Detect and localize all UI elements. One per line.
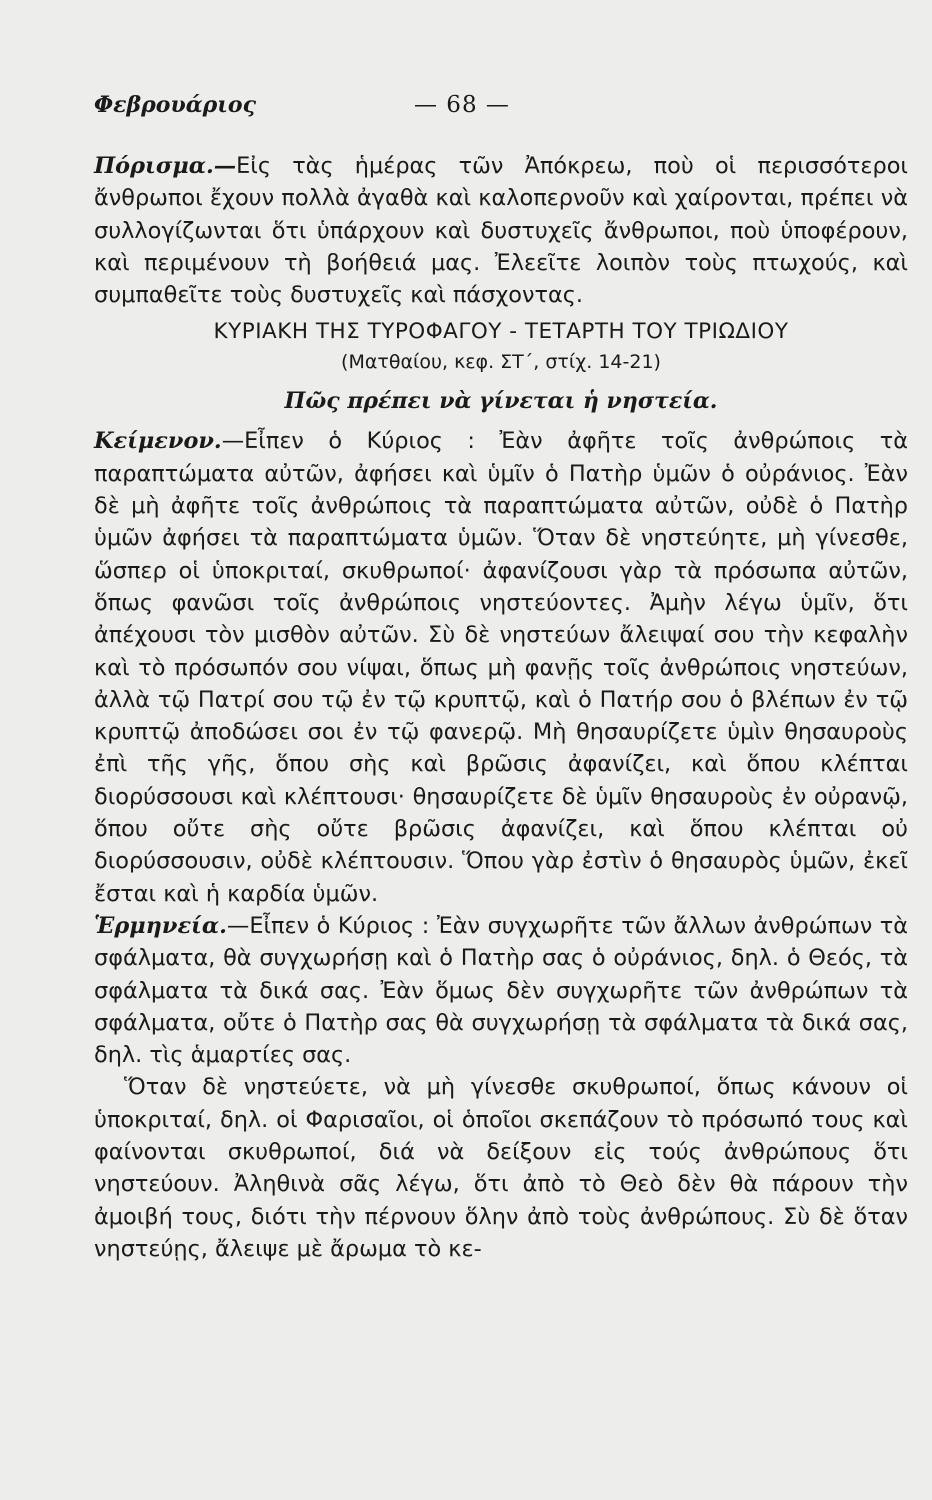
porisma-paragraph [94, 150, 908, 311]
porisma-label: Πόρισμα.— [94, 153, 237, 179]
ermineia-label: Ἑρμηνεία. [94, 912, 227, 939]
keimenon-label: Κείμενον. [94, 428, 222, 455]
scripture-reference: (Ματθαίου, κεφ. ΣΤ΄, στίχ. 14-21) [341, 351, 661, 374]
keimenon-paragraph [94, 425, 908, 909]
page-header [94, 92, 908, 132]
page-number: — 68 — [414, 92, 510, 118]
ermineia-paragraph [94, 910, 908, 1071]
keimenon-text: —Εἶπεν ὁ Κύριος : Ἐὰν ἀφῆτε τοῖς ἀνθρώποις τὰ παραπτώματα αὐτῶν, ἀφήσει καὶ ὑμῖν ὁ Πατὴρ ὑμῶν ὁ οὐράνιος. Ἐὰν δὲ μὴ ἀφῆτε τοῖς ἀνθρώποις τὰ παραπτώματα αὐτῶν, οὐδὲ ὁ Πατὴρ ὑμῶν ἀφήσει τὰ παραπτώματα ὑμῶν. Ὅταν δὲ νηστεύητε, μὴ γίνεσθε, ὥσπερ οἱ ὑποκριταί, σκυθρωποί· ἀφανίζουσι γὰρ τὰ πρόσωπα αὐτῶν, ὅπως φανῶσι τοῖς ἀνθρώποις νηστεύοντες. Ἀμὴν λέγω ὑμῖν, ὅτι ἀπέχουσι τὸν μισθὸν αὐτῶν. Σὺ δὲ νηστεύων ἄλειψαί σου τὴν κεφαλὴν καὶ τὸ πρόσωπόν σου νίψαι, ὅπως μὴ φανῇς τοῖς ἀνθρώποις νηστεύων, ἀλλὰ τῷ Πατρί σου τῷ ἐν τῷ κρυπτῷ, καὶ ὁ Πατήρ σου ὁ βλέπων ἐν τῷ κρυπτῷ ἀποδώσει σοι ἐν τῷ φανερῷ. Μὴ θησαυρίζετε ὑμὶν θησαυροὺς ἐπὶ τῆς γῆς, ὅπου σὴς καὶ βρῶσις ἀφανίζει, καὶ ὅπου κλέπται διορύσσουσι καὶ κλέπτουσι· θησαυρίζετε δὲ ὑμῖν θησαυροὺς ἐν οὐρανῷ, ὅπου οὔτε σὴς οὔτε βρῶσις ἀφανίζει, καὶ ὅπου κλέπται οὐ διορύσσουσιν, οὐδὲ κλέπτουσιν. Ὅπου γὰρ ἐστὶν ὁ θησαυρὸς ὑμῶν, ἐκεῖ ἔσται καὶ ἡ καρδία ὑμῶν. [94, 428, 908, 907]
ermineia-text: —Εἶπεν ὁ Κύριος : Ἐὰν συγχωρῆτε τῶν ἄλλων ἀνθρώπων τὰ σφάλματα, θὰ συγχωρήσῃ καὶ ὁ Πατὴρ σας ὁ οὐράνιος, δηλ. ὁ Θεός, τὰ σφάλματα τὰ δικά σας. Ἐὰν ὅμως δὲν συγχωρῆτε τῶν ἀνθρώπων τὰ σφάλματα, οὔτε ὁ Πατὴρ σας θὰ συγχωρήσῃ τὰ σφάλματα τὰ δικά σας, δηλ. τὶς ἁμαρτίες σας. [94, 912, 908, 1069]
section-heading: ΚΥΡΙΑΚΗ ΤΗΣ ΤΥΡΟΦΑΓΟΥ - ΤΕΤΑΡΤΗ ΤΟΥ ΤΡΙΩΔΙΟΥ [213, 319, 789, 345]
section-subtitle: Πῶς πρέπει νὰ γίνεται ἡ νηστεία. [284, 388, 718, 415]
ermineia-paragraph-2: Ὅταν δὲ νηστεύετε, νὰ μὴ γίνεσθε σκυθρωποί, ὅπως κάνουν οἱ ὑποκριταί, δηλ. οἱ Φαρισαῖοι, οἱ ὁποῖοι σκεπάζουν τὸ πρόσωπό τους καὶ φαίνονται σκυθρωποί, διά νὰ δείξουν εἰς τούς ἀνθρώπους ὅτι νηστεύουν. Ἀληθινὰ σᾶς λέγω, ὅτι ἀπὸ τὸ Θεὸ δὲν θὰ πάρουν τὴν ἀμοιβή τους, διότι τὴν πέρνουν ὅλην ἀπὸ τοὺς ἀνθρώπους. Σὺ δὲ ὅταν νηστεύῃς, ἄλειψε μὲ ἄρωμα τὸ κε- [94, 1074, 908, 1262]
porisma-text: Εἰς τὰς ἡμέρας τῶν Ἀπόκρεω, ποὺ οἱ περισσότεροι ἄνθρωποι ἔχουν πολλὰ ἀγαθὰ καὶ καλοπερνοῦν καὶ χαίρονται, πρέπει νὰ συλλογίζωνται ὅτι ὑπάρχουν καὶ δυστυχεῖς ἄνθρωποι, ποὺ ὑποφέρουν, καὶ περιμένουν τὴ βοήθειά μας. Ἐλεεῖτε λοιπὸν τοὺς πτωχούς, καὶ συμπαθεῖτε τοὺς δυστυχεῖς καὶ πάσχοντας. [94, 153, 908, 309]
running-head-month: Φεβρουάριος [94, 92, 256, 118]
